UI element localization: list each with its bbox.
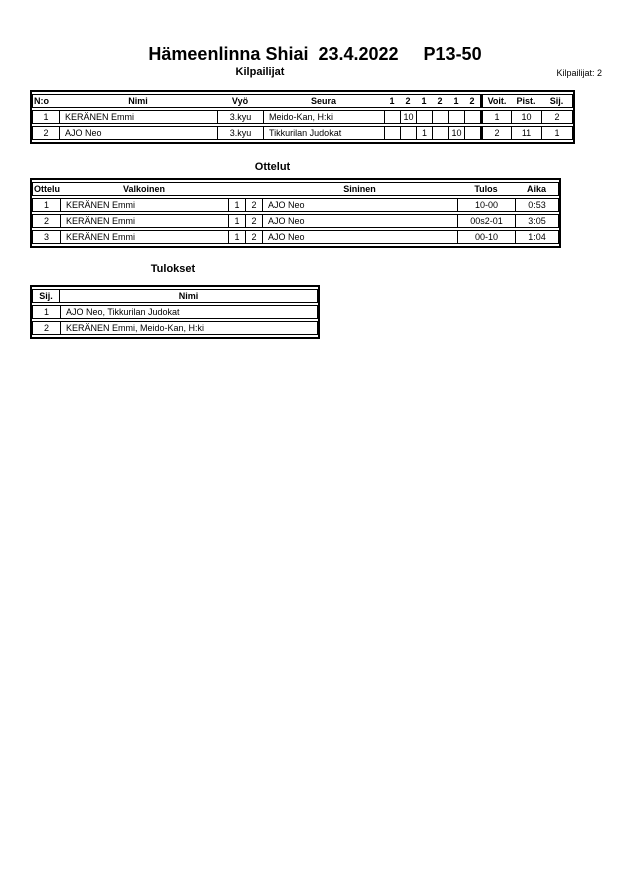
cell-pist: 11 xyxy=(511,126,541,140)
cell-blue-number: 2 xyxy=(245,230,262,244)
cell-blue-name: AJO Neo xyxy=(262,214,457,228)
cell-score xyxy=(432,110,448,124)
cell-score: 10 xyxy=(448,126,464,140)
cell-score xyxy=(464,126,480,140)
cell-white-number: 1 xyxy=(228,198,245,212)
cell-match-number: 2 xyxy=(32,214,60,228)
match-row xyxy=(32,214,559,228)
cell-time: 0:53 xyxy=(515,198,559,212)
cell-seura: Meido-Kan, H:ki xyxy=(263,110,384,124)
header-aika: Aika xyxy=(515,182,559,196)
result-row xyxy=(32,305,318,319)
cell-score xyxy=(384,110,400,124)
cell-score xyxy=(384,126,400,140)
cell-score xyxy=(400,126,416,140)
cell-vyo: 3.kyu xyxy=(217,126,263,140)
header-score-3: 1 xyxy=(416,94,432,108)
cell-placement: 1 xyxy=(32,305,60,319)
cell-score: 1 xyxy=(416,126,432,140)
cell-white-number: 1 xyxy=(228,214,245,228)
result-row xyxy=(32,321,318,335)
cell-seura: Tikkurilan Judokat xyxy=(263,126,384,140)
cell-no: 1 xyxy=(32,110,59,124)
header-score-5: 1 xyxy=(448,94,464,108)
cell-blue-name: AJO Neo xyxy=(262,198,457,212)
cell-placement: 2 xyxy=(32,321,60,335)
cell-match-number: 1 xyxy=(32,198,60,212)
cell-time: 3:05 xyxy=(515,214,559,228)
header-valkoinen: Valkoinen xyxy=(60,182,228,196)
cell-white-name: KERÄNEN Emmi xyxy=(60,214,228,228)
header-ottelu: Ottelu xyxy=(34,184,60,194)
cell-score xyxy=(416,110,432,124)
cell-sij: 1 xyxy=(541,126,573,140)
cell-no: 2 xyxy=(32,126,59,140)
cell-blue-name: AJO Neo xyxy=(262,230,457,244)
header-voit: Voit. xyxy=(480,94,511,108)
competitor-row xyxy=(32,110,573,124)
page-title: Hämeenlinna Shiai 23.4.2022 P13-50 xyxy=(148,44,482,64)
matches-table xyxy=(30,178,561,248)
cell-voit: 2 xyxy=(480,126,511,140)
results-table xyxy=(30,285,320,339)
competitors-header-row xyxy=(32,94,573,108)
cell-competitor: AJO Neo, Tikkurilan Judokat xyxy=(60,305,318,319)
header-seura: Seura xyxy=(263,94,384,108)
header-no: N:o xyxy=(32,94,59,108)
cell-nimi: KERÄNEN Emmi xyxy=(59,110,217,124)
matches-header-row xyxy=(32,182,559,196)
header-sininen: Sininen xyxy=(262,182,457,196)
cell-competitor: KERÄNEN Emmi, Meido-Kan, H:ki xyxy=(60,321,318,335)
cell-score: 10 xyxy=(400,110,416,124)
competitors-table xyxy=(30,90,575,144)
header-sij: Sij. xyxy=(541,94,573,108)
header-white-number xyxy=(228,182,245,196)
matches-section-heading: Ottelut xyxy=(254,161,291,173)
header-blue-number xyxy=(245,182,262,196)
cell-result: 00-10 xyxy=(457,230,515,244)
cell-nimi: AJO Neo xyxy=(59,126,217,140)
cell-blue-number: 2 xyxy=(245,198,262,212)
cell-white-number: 1 xyxy=(228,230,245,244)
cell-score xyxy=(448,110,464,124)
cell-blue-number: 2 xyxy=(245,214,262,228)
cell-time: 1:04 xyxy=(515,230,559,244)
cell-pist: 10 xyxy=(511,110,541,124)
header-score-4: 2 xyxy=(432,94,448,108)
header-score-6: 2 xyxy=(464,94,480,108)
cell-match-number: 3 xyxy=(32,230,60,244)
cell-voit: 1 xyxy=(480,110,511,124)
cell-result: 00s2-01 xyxy=(457,214,515,228)
cell-score xyxy=(464,110,480,124)
competitor-count-label: Kilpailijat: 2 xyxy=(556,68,602,78)
cell-sij: 2 xyxy=(541,110,573,124)
header-pist: Pist. xyxy=(511,94,541,108)
competitors-section-heading: Kilpailijat xyxy=(235,66,285,78)
header-tulos: Tulos xyxy=(457,182,515,196)
header-name: Nimi xyxy=(60,289,318,303)
match-row xyxy=(32,230,559,244)
header-placement: Sij. xyxy=(32,289,60,303)
cell-score xyxy=(432,126,448,140)
header-nimi: Nimi xyxy=(59,94,217,108)
results-section-heading: Tulokset xyxy=(150,263,196,275)
cell-white-name: KERÄNEN Emmi xyxy=(60,198,228,212)
cell-vyo: 3.kyu xyxy=(217,110,263,124)
match-row xyxy=(32,198,559,212)
results-header-row xyxy=(32,289,318,303)
competitor-row xyxy=(32,126,573,140)
cell-white-name: KERÄNEN Emmi xyxy=(60,230,228,244)
header-vyo: Vyö xyxy=(217,94,263,108)
header-score-2: 2 xyxy=(400,94,416,108)
header-score-1: 1 xyxy=(384,94,400,108)
cell-result: 10-00 xyxy=(457,198,515,212)
